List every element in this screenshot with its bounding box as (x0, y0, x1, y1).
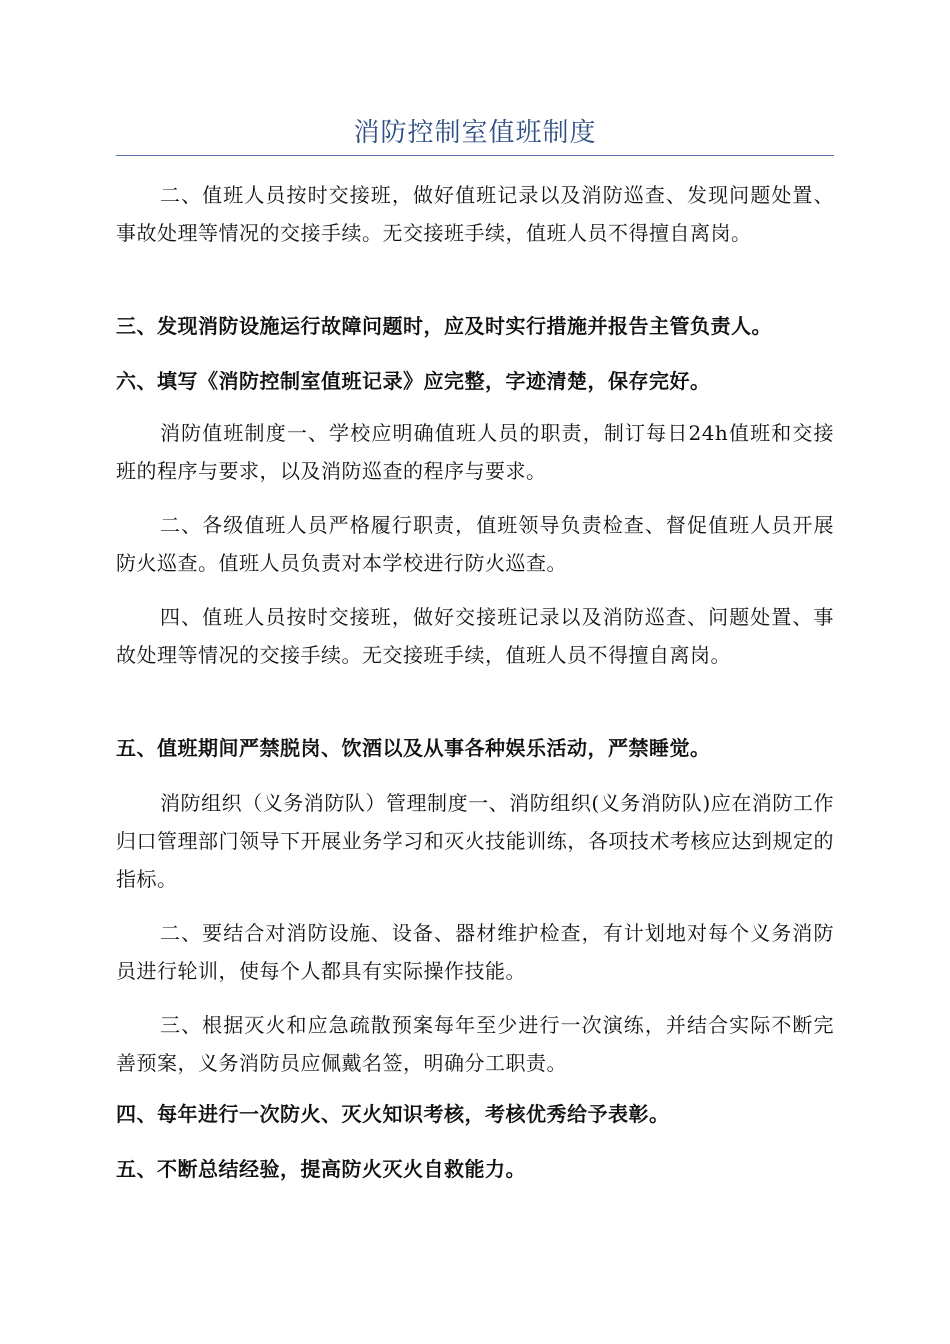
paragraph-summary-experience: 五、不断总结经验，提高防火灭火自救能力。 (116, 1157, 526, 1181)
paragraph-duty-handover: 二、值班人员按时交接班，做好值班记录以及消防巡查、发现问题处置、事故处理等情况的交接手续。无交接班手续，值班人员不得擅自离岗。 (116, 183, 834, 245)
paragraph-fault-report: 三、发现消防设施运行故障问题时，应及时实行措施并报告主管负责人。 (116, 314, 772, 338)
paragraph-rotation-training: 二、要结合对消防设施、设备、器材维护检查，有计划地对每个义务消防员进行轮训，使每个人都具有实际操作技能。 (116, 921, 834, 983)
paragraph-shift-handover: 四、值班人员按时交接班，做好交接班记录以及消防巡查、问题处置、事故处理等情况的交接手续。无交接班手续，值班人员不得擅自离岗。 (116, 605, 834, 667)
paragraph-duty-record: 六、填写《消防控制室值班记录》应完整，字迹清楚，保存完好。 (116, 369, 711, 393)
paragraph-drill-plan: 三、根据灭火和应急疏散预案每年至少进行一次演练，并结合实际不断完善预案，义务消防员应佩戴名签，明确分工职责。 (116, 1013, 834, 1075)
document-title: 消防控制室值班制度 (353, 118, 597, 148)
title-underline (116, 155, 834, 156)
paragraph-annual-assessment: 四、每年进行一次防火、灭火知识考核，考核优秀给予表彰。 (116, 1102, 670, 1126)
paragraph-fire-patrol: 二、各级值班人员严格履行职责，值班领导负责检查、督促值班人员开展防火巡查。值班人员负责对本学校进行防火巡查。 (116, 513, 834, 575)
paragraph-fire-brigade-system: 消防组织（义务消防队）管理制度一、消防组织(义务消防队)应在消防工作归口管理部门领导下开展业务学习和灭火技能训练，各项技术考核应达到规定的指标。 (116, 791, 834, 891)
paragraph-school-duty-system: 消防值班制度一、学校应明确值班人员的职责，制订每日24h值班和交接班的程序与要求，以及消防巡查的程序与要求。 (116, 421, 834, 483)
paragraph-duty-prohibitions: 五、值班期间严禁脱岗、饮酒以及从事各种娱乐活动，严禁睡觉。 (116, 736, 711, 760)
